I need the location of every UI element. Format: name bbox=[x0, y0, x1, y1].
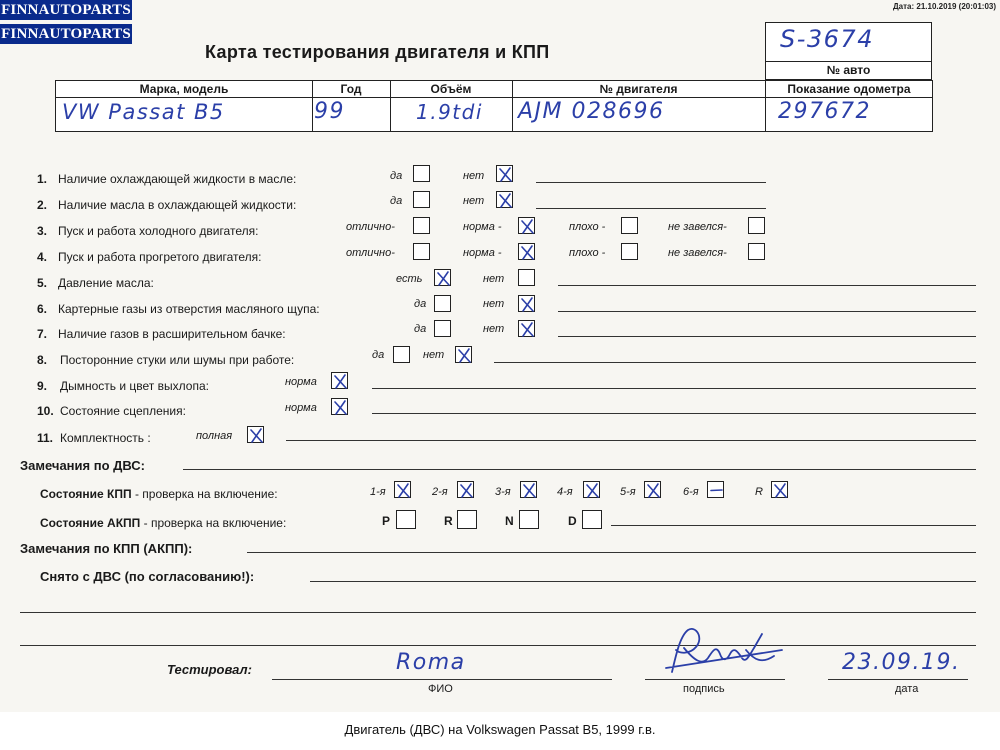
item-7-opt-1: да bbox=[414, 323, 427, 335]
item-6-opt-2: нет bbox=[483, 298, 505, 310]
image-caption: Двигатель (ДВС) на Volkswagen Passat B5, 1999 г.в. bbox=[344, 722, 656, 737]
item-8-opt-1: да bbox=[372, 349, 385, 361]
item-7-checkbox-1[interactable] bbox=[434, 320, 451, 337]
gear-r-label: R bbox=[755, 486, 763, 498]
header-year: Год bbox=[340, 82, 362, 96]
item-4-opt-3: плохо - bbox=[569, 247, 606, 259]
check-x-mark-icon bbox=[519, 244, 536, 261]
engine-number-value: AJM 028696 bbox=[518, 99, 665, 124]
gear-6-label: 6-я bbox=[683, 486, 699, 498]
auto-pos-n-checkbox[interactable] bbox=[519, 510, 539, 529]
volume-value: 1.9tdi bbox=[416, 100, 483, 124]
tester-name-value: Roma bbox=[396, 650, 466, 675]
gear-r-checkbox[interactable] bbox=[771, 481, 788, 498]
date-stamp: Дата: 21.10.2019 (20:01:03) bbox=[892, 2, 996, 11]
auto-number-label: № авто bbox=[826, 63, 871, 77]
gear-1-label: 1-я bbox=[370, 486, 386, 498]
gear-6-checkbox[interactable] bbox=[707, 481, 724, 498]
manual-gearbox-label-bold: Состояние КПП bbox=[40, 487, 132, 501]
item-3-label: Пуск и работа холодного двигателя: bbox=[58, 224, 259, 238]
item-9-number: 9. bbox=[37, 379, 48, 393]
auto-gearbox-label bbox=[40, 516, 286, 530]
item-11-number: 11. bbox=[37, 431, 54, 445]
removed-label-bold: Снято с ДВС bbox=[40, 569, 121, 584]
item-4-opt-4: не завелся- bbox=[668, 247, 727, 259]
gear-2-label: 2-я bbox=[432, 486, 448, 498]
item-6-line bbox=[558, 311, 976, 312]
check-x-mark-icon bbox=[519, 218, 536, 235]
header-engine-number: № двигателя bbox=[599, 82, 678, 96]
check-x-mark-icon bbox=[521, 482, 538, 499]
item-3-checkbox-2[interactable] bbox=[518, 217, 535, 234]
check-x-mark-icon bbox=[456, 347, 473, 364]
item-3-opt-2: норма - bbox=[463, 221, 502, 233]
item-10-line bbox=[372, 413, 976, 414]
item-10-number: 10. bbox=[37, 404, 54, 418]
test-date-line bbox=[828, 679, 968, 680]
item-3-checkbox-4[interactable] bbox=[748, 217, 765, 234]
item-4-checkbox-3[interactable] bbox=[621, 243, 638, 260]
item-11-line bbox=[286, 440, 976, 441]
item-7-label: Наличие газов в расширительном бачке: bbox=[58, 327, 286, 341]
check-x-mark-icon bbox=[248, 427, 265, 444]
item-5-opt-2: нет bbox=[483, 273, 505, 285]
item-6-number: 6. bbox=[37, 302, 48, 316]
odometer-value: 297672 bbox=[778, 99, 871, 124]
item-8-checkbox-2[interactable] bbox=[455, 346, 472, 363]
vehicle-table bbox=[55, 80, 933, 132]
auto-pos-p-checkbox[interactable] bbox=[396, 510, 416, 529]
auto-gearbox-label-bold: Состояние АКПП bbox=[40, 516, 141, 530]
remarks-engine-line bbox=[183, 469, 976, 470]
item-1-checkbox-1[interactable] bbox=[413, 165, 430, 182]
item-4-checkbox-2[interactable] bbox=[518, 243, 535, 260]
item-4-number: 4. bbox=[37, 250, 48, 264]
signature-caption: подпись bbox=[683, 683, 725, 695]
item-11-opt-1: полная bbox=[196, 430, 233, 442]
manual-gearbox-label bbox=[40, 487, 278, 501]
item-1-line bbox=[536, 182, 766, 183]
check-x-mark-icon bbox=[519, 296, 536, 313]
form-title: Карта тестирования двигателя и КПП bbox=[205, 42, 550, 62]
item-7-opt-2: нет bbox=[483, 323, 505, 335]
item-1-label: Наличие охлаждающей жидкости в масле: bbox=[58, 172, 297, 186]
check-x-mark-icon bbox=[497, 166, 514, 183]
item-9-opt-1: норма bbox=[285, 376, 317, 388]
item-10-opt-1: норма bbox=[285, 402, 317, 414]
auto-pos-p-label: P bbox=[382, 514, 391, 528]
check-x-mark-icon bbox=[458, 482, 475, 499]
item-5-label: Давление масла: bbox=[58, 276, 154, 290]
item-4-opt-1: отлично- bbox=[346, 247, 395, 259]
gear-3-checkbox[interactable] bbox=[520, 481, 537, 498]
item-11-label: Комплектность : bbox=[60, 431, 151, 445]
check-x-mark-icon bbox=[584, 482, 601, 499]
auto-pos-r-checkbox[interactable] bbox=[457, 510, 477, 529]
item-3-opt-4: не завелся- bbox=[668, 221, 727, 233]
finnautoparts-logo-top: FINNAUTOPARTS bbox=[1, 2, 131, 18]
removed-label-rest: (по согласованию!): bbox=[120, 569, 255, 584]
item-9-label: Дымность и цвет выхлопа: bbox=[60, 379, 209, 393]
item-5-number: 5. bbox=[37, 276, 48, 290]
item-5-line bbox=[558, 285, 976, 286]
auto-pos-n-label: N bbox=[505, 514, 514, 528]
gear-5-label: 5-я bbox=[620, 486, 636, 498]
item-3-number: 3. bbox=[37, 224, 48, 238]
make-model-value: VW Passat B5 bbox=[62, 100, 225, 124]
gear-2-checkbox[interactable] bbox=[457, 481, 474, 498]
item-2-checkbox-1[interactable] bbox=[413, 191, 430, 208]
item-6-label: Картерные газы из отверстия масляного щупа: bbox=[58, 302, 320, 316]
item-7-line bbox=[558, 336, 976, 337]
test-date-caption: дата bbox=[895, 683, 919, 695]
item-3-opt-3: плохо - bbox=[569, 221, 606, 233]
item-4-opt-2: норма - bbox=[463, 247, 502, 259]
item-9-checkbox-1[interactable] bbox=[331, 372, 348, 389]
remarks-gearbox-line bbox=[247, 552, 976, 553]
item-5-opt-1: есть bbox=[396, 273, 423, 285]
remarks-gearbox-label: Замечания по КПП (АКПП): bbox=[20, 541, 193, 556]
removed-label bbox=[40, 569, 254, 584]
signature-line bbox=[645, 679, 785, 680]
check-x-mark-icon bbox=[772, 482, 789, 499]
item-1-number: 1. bbox=[37, 172, 48, 186]
gear-4-label: 4-я bbox=[557, 486, 573, 498]
item-2-label: Наличие масла в охлаждающей жидкости: bbox=[58, 198, 297, 212]
item-2-number: 2. bbox=[37, 198, 48, 212]
item-2-opt-2: нет bbox=[463, 195, 485, 207]
auto-number-value: S-3674 bbox=[780, 25, 874, 53]
item-5-checkbox-1[interactable] bbox=[434, 269, 451, 286]
item-3-opt-1: отлично- bbox=[346, 221, 395, 233]
check-x-mark-icon bbox=[332, 373, 349, 390]
item-3-checkbox-1[interactable] bbox=[413, 217, 430, 234]
item-4-checkbox-4[interactable] bbox=[748, 243, 765, 260]
signature-image bbox=[650, 620, 790, 684]
check-x-mark-icon bbox=[645, 482, 662, 499]
dash-mark-icon bbox=[708, 482, 725, 499]
item-8-checkbox-1[interactable] bbox=[393, 346, 410, 363]
item-4-checkbox-1[interactable] bbox=[413, 243, 430, 260]
item-6-checkbox-2[interactable] bbox=[518, 295, 535, 312]
test-date-value: 23.09.19. bbox=[842, 650, 961, 675]
item-10-label: Состояние сцепления: bbox=[60, 404, 186, 418]
auto-pos-d-checkbox[interactable] bbox=[582, 510, 602, 529]
gear-1-checkbox[interactable] bbox=[394, 481, 411, 498]
year-value: 99 bbox=[314, 99, 345, 124]
removed-line-2 bbox=[20, 612, 976, 613]
item-1-opt-1: да bbox=[390, 170, 403, 182]
gear-5-checkbox[interactable] bbox=[644, 481, 661, 498]
removed-line-1 bbox=[310, 581, 976, 582]
item-5-checkbox-2[interactable] bbox=[518, 269, 535, 286]
manual-gearbox-label-rest: - проверка на включение: bbox=[131, 487, 278, 501]
check-x-mark-icon bbox=[497, 192, 514, 209]
auto-gearbox-label-rest: - проверка на включение: bbox=[140, 516, 287, 530]
item-2-line bbox=[536, 208, 766, 209]
tester-name-caption: ФИО bbox=[428, 683, 453, 695]
auto-number-box bbox=[765, 22, 932, 80]
gear-3-label: 3-я bbox=[495, 486, 511, 498]
item-6-opt-1: да bbox=[414, 298, 427, 310]
item-1-opt-2: нет bbox=[463, 170, 485, 182]
item-11-checkbox-1[interactable] bbox=[247, 426, 264, 443]
header-odometer: Показание одометра bbox=[787, 82, 911, 96]
item-8-number: 8. bbox=[37, 353, 48, 367]
item-6-checkbox-1[interactable] bbox=[434, 295, 451, 312]
tester-name-line bbox=[272, 679, 612, 680]
item-1-checkbox-2[interactable] bbox=[496, 165, 513, 182]
removed-line-3 bbox=[20, 645, 976, 646]
item-7-number: 7. bbox=[37, 327, 48, 341]
header-volume: Объём bbox=[430, 82, 472, 96]
item-3-checkbox-3[interactable] bbox=[621, 217, 638, 234]
item-2-opt-1: да bbox=[390, 195, 403, 207]
auto-gearbox-line bbox=[611, 525, 976, 526]
item-4-label: Пуск и работа прогретого двигателя: bbox=[58, 250, 262, 264]
check-x-mark-icon bbox=[519, 321, 536, 338]
item-7-checkbox-2[interactable] bbox=[518, 320, 535, 337]
item-8-opt-2: нет bbox=[423, 349, 445, 361]
auto-pos-r-label: R bbox=[444, 514, 453, 528]
header-make-model: Марка, модель bbox=[139, 82, 229, 96]
check-x-mark-icon bbox=[435, 270, 452, 287]
remarks-engine-label: Замечания по ДВС: bbox=[20, 458, 145, 473]
gear-4-checkbox[interactable] bbox=[583, 481, 600, 498]
item-8-line bbox=[494, 362, 976, 363]
tested-by-label: Тестировал: bbox=[167, 662, 252, 677]
item-2-checkbox-2[interactable] bbox=[496, 191, 513, 208]
check-x-mark-icon bbox=[395, 482, 412, 499]
auto-pos-d-label: D bbox=[568, 514, 577, 528]
check-x-mark-icon bbox=[332, 399, 349, 416]
item-9-line bbox=[372, 388, 976, 389]
item-8-label: Посторонние стуки или шумы при работе: bbox=[60, 353, 295, 367]
finnautoparts-logo-bottom: FINNAUTOPARTS bbox=[1, 26, 131, 42]
item-10-checkbox-1[interactable] bbox=[331, 398, 348, 415]
